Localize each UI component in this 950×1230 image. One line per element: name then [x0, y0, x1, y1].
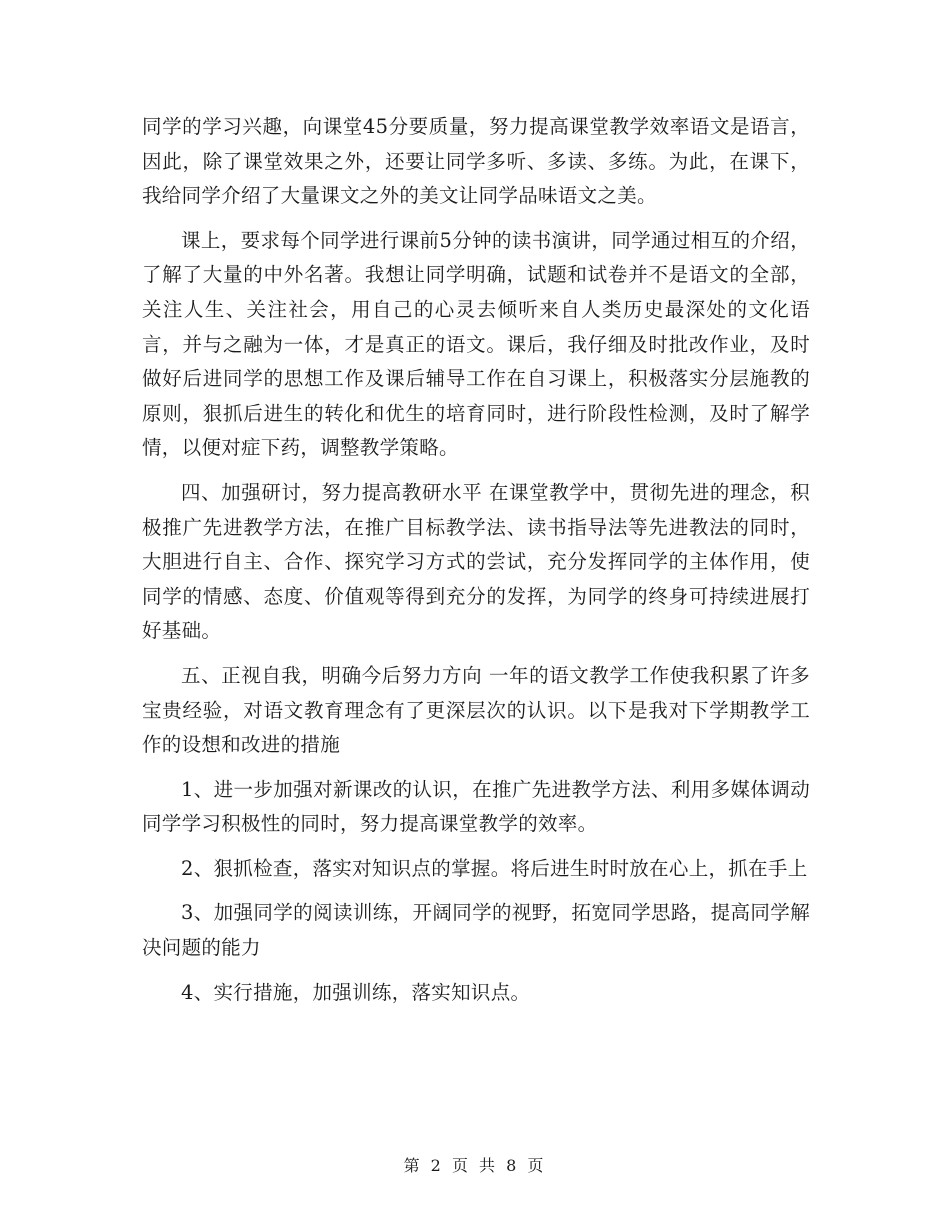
paragraph-3: 四、加强研讨，努力提高教研水平 在课堂教学中，贯彻先进的理念，积极推广先进教学方法，在推广目标教学法、读书指导法等先进教法的同时，大胆进行自主、合作、探究学习方式的尝试，充分发挥同学的主体作用，使同学的情感、态度、价值观等得到充分的发挥，为同学的终身可持续进展打好基础。: [142, 480, 810, 643]
paragraph-4: 五、正视自我，明确今后努力方向 一年的语文教学工作使我积累了许多宝贵经验，对语文教育理念有了更深层次的认识。以下是我对下学期教学工作的设想和改进的措施: [142, 663, 810, 757]
paragraph-1: 同学的学习兴趣，向课堂45分要质量，努力提高课堂教学效率语文是语言，因此，除了课堂效果之外，还要让同学多听、多读、多练。为此，在课下，我给同学介绍了大量课文之外的美文让同学品味语文之美。: [142, 115, 810, 208]
paragraph-7: 3、加强同学的阅读训练，开阔同学的视野，拓宽同学思路，提高同学解决问题的能力: [142, 901, 810, 960]
paragraph-6: 2、狠抓检查，落实对知识点的掌握。将后进生时时放在心上，抓在手上: [181, 856, 808, 880]
paragraph-2: 课上，要求每个同学进行课前5分钟的读书演讲，同学通过相互的介绍，了解了大量的中外名著。我想让同学明确，试题和试卷并不是语文的全部，关注人生、关注社会，用自己的心灵去倾听来自人类历史最深处的文化语言，并与之融为一体，才是真正的语文。课后，我仔细及时批改作业，及时做好后进同学的思想工作及课后辅导工作在自习课上，积极落实分层施教的原则，狠抓后进生的转化和优生的培育同时，进行阶段性检测，及时了解学情，以便对症下药，调整教学策略。: [142, 228, 810, 460]
paragraph-8: 4、实行措施，加强训练，落实知识点。: [181, 980, 531, 1004]
paragraph-5: 1、进一步加强对新课改的认识，在推广先进教学方法、利用多媒体调动同学学习积极性的同时，努力提高课堂教学的效率。: [142, 777, 810, 836]
document-body: [142, 110, 810, 1020]
page-number-footer: 第 2 页 共 8 页: [403, 1156, 547, 1175]
